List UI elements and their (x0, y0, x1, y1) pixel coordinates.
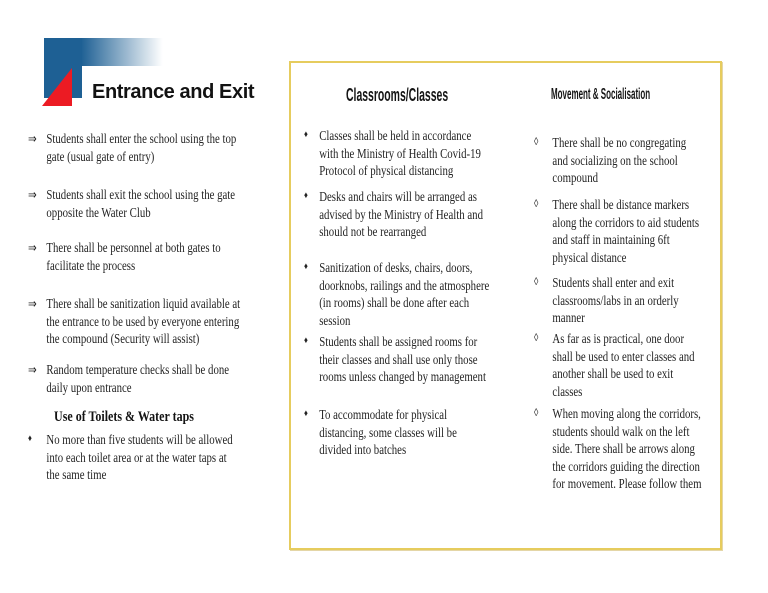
movement-socialisation-title: Movement & Socialisation (551, 86, 651, 103)
double-arrow-bullet-icon: ⇒ (28, 131, 37, 146)
list-item-text: Desks and chairs will be arranged as advised by the Ministry of Health and should not be rearranged (319, 189, 483, 239)
open-diamond-bullet-icon: ◊ (534, 407, 539, 419)
filled-diamond-bullet-icon: ♦ (304, 336, 308, 346)
double-arrow-bullet-icon: ⇒ (28, 187, 37, 202)
list-item (28, 361, 241, 396)
list-item-text: No more than five students will be allowed into each toilet area or at the water taps at the same time (46, 432, 233, 482)
list-item (28, 295, 241, 348)
open-diamond-bullet-icon: ◊ (534, 136, 539, 148)
list-item (28, 186, 241, 221)
list-item-text: There shall be sanitization liquid available at the entrance to be used by everyone entering the compound (Security will assist) (46, 296, 241, 346)
list-item-text: Random temperature checks shall be done daily upon entrance (46, 362, 230, 395)
list-item-text: Students shall enter and exit classrooms/labs in an orderly manner (552, 275, 679, 325)
list-item (534, 196, 702, 266)
open-diamond-bullet-icon: ◊ (534, 276, 539, 288)
open-diamond-bullet-icon: ◊ (534, 332, 539, 344)
list-item-text: There shall be distance markers along the corridors to aid students and staff in maintaining 6ft physical distance (552, 197, 700, 265)
list-item-text: Students shall be assigned rooms for their classes and shall use only those rooms unless changed by management (319, 334, 486, 384)
classrooms-classes-title: Classrooms/Classes (346, 85, 449, 105)
toilets-water-taps-title: Use of Toilets & Water taps (54, 409, 194, 425)
list-item (304, 333, 491, 386)
double-arrow-bullet-icon: ⇒ (28, 362, 37, 377)
movement-socialisation-list (534, 0, 702, 593)
filled-diamond-bullet-icon: ♦ (28, 434, 32, 444)
list-item (304, 406, 491, 459)
list-item-text: Students shall exit the school using the gate opposite the Water Club (46, 187, 236, 220)
list-item-text: As far as is practical, one door shall be used to enter classes and another shall be used to exit classes (552, 331, 695, 399)
list-item (304, 127, 491, 180)
filled-diamond-bullet-icon: ♦ (304, 191, 308, 201)
filled-diamond-bullet-icon: ♦ (304, 262, 308, 272)
list-item-text: To accommodate for physical distancing, some classes will be divided into batches (319, 407, 457, 457)
list-item (534, 274, 702, 327)
list-item-text: Sanitization of desks, chairs, doors, doorknobs, railings and the atmosphere (in rooms) shall be done after each session (319, 260, 490, 328)
list-item-text: There shall be no congregating and socializing on the school compound (552, 135, 687, 185)
list-item-text: When moving along the corridors, students should walk on the left side. There shall be arrows along the corridors guiding the direction for movement. Please follow them (552, 406, 702, 491)
open-diamond-bullet-icon: ◊ (534, 198, 539, 210)
list-item (28, 431, 241, 484)
list-item-text: Classes shall be held in accordance with the Ministry of Health Covid-19 Protocol of physical distancing (319, 128, 481, 178)
classrooms-classes-list (304, 0, 491, 593)
list-item-text: Students shall enter the school using the top gate (usual gate of entry) (46, 131, 237, 164)
list-item-text: There shall be personnel at both gates to facilitate the process (46, 240, 221, 273)
filled-diamond-bullet-icon: ♦ (304, 130, 308, 140)
list-item (534, 405, 702, 493)
list-item (534, 134, 702, 187)
filled-diamond-bullet-icon: ♦ (304, 409, 308, 419)
entrance-exit-list (28, 0, 241, 593)
double-arrow-bullet-icon: ⇒ (28, 240, 37, 255)
double-arrow-bullet-icon: ⇒ (28, 296, 37, 311)
list-item (28, 239, 241, 274)
list-item (304, 188, 491, 241)
list-item (304, 259, 491, 329)
entrance-and-exit-title: Entrance and Exit (92, 81, 255, 103)
list-item (28, 130, 241, 165)
list-item (534, 330, 702, 400)
